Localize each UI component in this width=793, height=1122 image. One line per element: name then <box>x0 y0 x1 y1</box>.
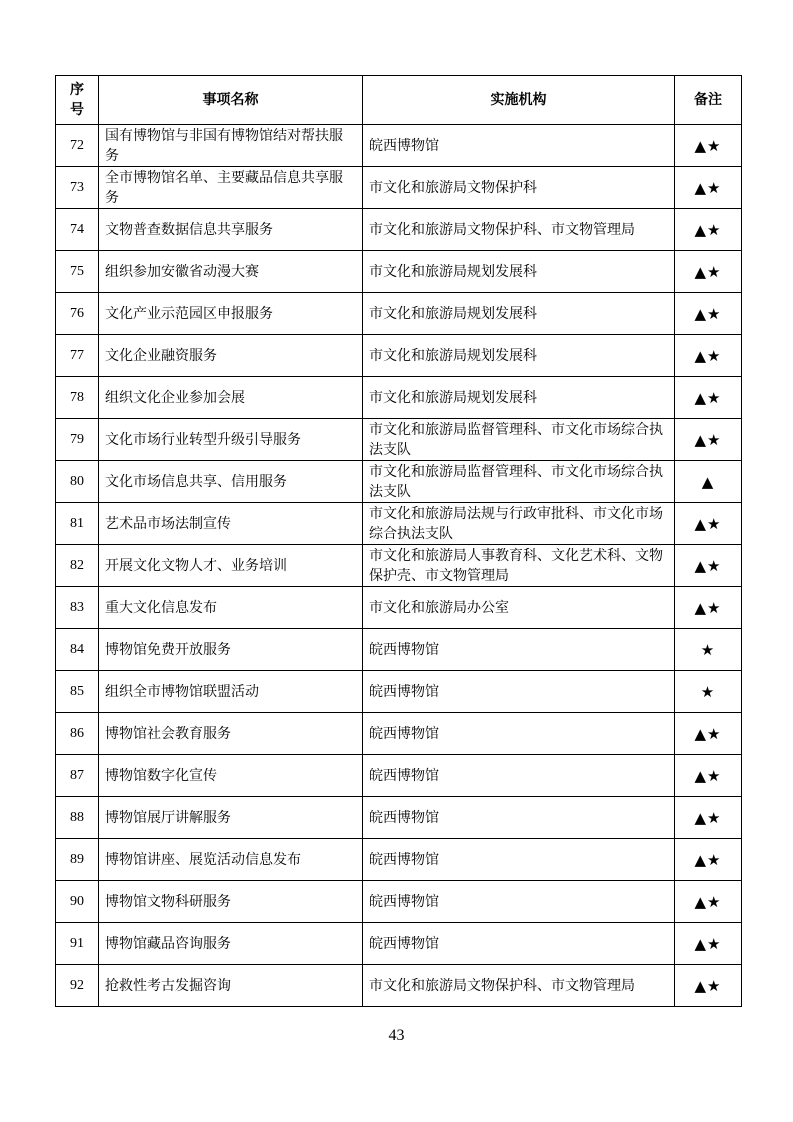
row-serial-number: 85 <box>56 671 99 713</box>
table-row <box>56 209 742 251</box>
table-row <box>56 713 742 755</box>
row-implementing-agency: 市文化和旅游局法规与行政审批科、市文化市场综合执法支队 <box>363 503 675 545</box>
row-implementing-agency: 市文化和旅游局文物保护科、市文物管理局 <box>363 965 675 1007</box>
row-serial-number: 87 <box>56 755 99 797</box>
table-row <box>56 503 742 545</box>
row-item-name: 组织全市博物馆联盟活动 <box>99 671 363 713</box>
row-item-name: 文化市场信息共享、信用服务 <box>99 461 363 503</box>
table-row <box>56 797 742 839</box>
row-implementing-agency: 皖西博物馆 <box>363 797 675 839</box>
row-remark-symbols: ▲★ <box>675 503 742 545</box>
table-body <box>56 125 742 1007</box>
table-row <box>56 755 742 797</box>
row-item-name: 博物馆免费开放服务 <box>99 629 363 671</box>
row-remark-symbols: ▲★ <box>675 797 742 839</box>
table-row <box>56 293 742 335</box>
row-implementing-agency: 皖西博物馆 <box>363 923 675 965</box>
table-row <box>56 671 742 713</box>
table-row <box>56 461 742 503</box>
row-serial-number: 79 <box>56 419 99 461</box>
row-serial-number: 75 <box>56 251 99 293</box>
row-implementing-agency: 皖西博物馆 <box>363 839 675 881</box>
row-remark-symbols: ▲★ <box>675 881 742 923</box>
row-implementing-agency: 皖西博物馆 <box>363 881 675 923</box>
row-remark-symbols: ▲★ <box>675 335 742 377</box>
row-remark-symbols: ▲★ <box>675 377 742 419</box>
row-item-name: 博物馆讲座、展览活动信息发布 <box>99 839 363 881</box>
row-remark-symbols: ▲★ <box>675 293 742 335</box>
header-serial-number-text: 序号 <box>70 82 84 118</box>
row-serial-number: 86 <box>56 713 99 755</box>
row-serial-number: 76 <box>56 293 99 335</box>
row-item-name: 艺术品市场法制宣传 <box>99 503 363 545</box>
row-remark-symbols: ▲★ <box>675 209 742 251</box>
row-item-name: 文化产业示范园区申报服务 <box>99 293 363 335</box>
table-row <box>56 125 742 167</box>
row-remark-symbols: ▲★ <box>675 839 742 881</box>
row-remark-symbols: ▲★ <box>675 587 742 629</box>
row-item-name: 博物馆文物科研服务 <box>99 881 363 923</box>
row-implementing-agency: 皖西博物馆 <box>363 629 675 671</box>
row-serial-number: 83 <box>56 587 99 629</box>
table-row <box>56 419 742 461</box>
table-row <box>56 881 742 923</box>
row-remark-symbols: ▲★ <box>675 965 742 1007</box>
row-remark-symbols: ★ <box>675 671 742 713</box>
row-implementing-agency: 皖西博物馆 <box>363 755 675 797</box>
row-implementing-agency: 市文化和旅游局文物保护科 <box>363 167 675 209</box>
table-row <box>56 335 742 377</box>
row-item-name: 抢救性考古发掘咨询 <box>99 965 363 1007</box>
row-serial-number: 88 <box>56 797 99 839</box>
row-implementing-agency: 市文化和旅游局监督管理科、市文化市场综合执法支队 <box>363 461 675 503</box>
row-remark-symbols: ▲ <box>675 461 742 503</box>
row-implementing-agency: 皖西博物馆 <box>363 671 675 713</box>
row-item-name: 文化企业融资服务 <box>99 335 363 377</box>
header-serial-number <box>56 76 99 125</box>
row-item-name: 博物馆展厅讲解服务 <box>99 797 363 839</box>
row-implementing-agency: 市文化和旅游局规划发展科 <box>363 293 675 335</box>
row-serial-number: 89 <box>56 839 99 881</box>
row-item-name: 博物馆社会教育服务 <box>99 713 363 755</box>
row-implementing-agency: 市文化和旅游局规划发展科 <box>363 335 675 377</box>
table-row <box>56 923 742 965</box>
row-serial-number: 82 <box>56 545 99 587</box>
header-remarks: 备注 <box>675 76 742 125</box>
row-implementing-agency: 市文化和旅游局监督管理科、市文化市场综合执法支队 <box>363 419 675 461</box>
service-table-container <box>55 75 741 1007</box>
row-item-name: 重大文化信息发布 <box>99 587 363 629</box>
service-items-table <box>55 75 742 1007</box>
row-item-name: 博物馆藏品咨询服务 <box>99 923 363 965</box>
row-item-name: 文化市场行业转型升级引导服务 <box>99 419 363 461</box>
row-serial-number: 78 <box>56 377 99 419</box>
row-implementing-agency: 皖西博物馆 <box>363 125 675 167</box>
row-implementing-agency: 市文化和旅游局人事教育科、文化艺术科、文物保护壳、市文物管理局 <box>363 545 675 587</box>
header-item-name: 事项名称 <box>99 76 363 125</box>
row-remark-symbols: ▲★ <box>675 545 742 587</box>
row-remark-symbols: ▲★ <box>675 419 742 461</box>
table-row <box>56 629 742 671</box>
row-item-name: 文物普查数据信息共享服务 <box>99 209 363 251</box>
table-row <box>56 839 742 881</box>
row-implementing-agency: 市文化和旅游局规划发展科 <box>363 251 675 293</box>
table-row <box>56 965 742 1007</box>
row-serial-number: 74 <box>56 209 99 251</box>
row-remark-symbols: ★ <box>675 629 742 671</box>
row-remark-symbols: ▲★ <box>675 125 742 167</box>
row-serial-number: 72 <box>56 125 99 167</box>
table-row <box>56 545 742 587</box>
table-row <box>56 251 742 293</box>
row-item-name: 组织参加安徽省动漫大赛 <box>99 251 363 293</box>
row-serial-number: 90 <box>56 881 99 923</box>
table-header-row <box>56 76 742 125</box>
row-remark-symbols: ▲★ <box>675 923 742 965</box>
row-implementing-agency: 市文化和旅游局规划发展科 <box>363 377 675 419</box>
header-implementing-agency: 实施机构 <box>363 76 675 125</box>
row-remark-symbols: ▲★ <box>675 251 742 293</box>
row-implementing-agency: 市文化和旅游局办公室 <box>363 587 675 629</box>
row-serial-number: 84 <box>56 629 99 671</box>
table-row <box>56 167 742 209</box>
row-serial-number: 91 <box>56 923 99 965</box>
row-item-name: 国有博物馆与非国有博物馆结对帮扶服务 <box>99 125 363 167</box>
table-row <box>56 587 742 629</box>
page-number: 43 <box>388 1027 405 1044</box>
row-serial-number: 92 <box>56 965 99 1007</box>
row-implementing-agency: 市文化和旅游局文物保护科、市文物管理局 <box>363 209 675 251</box>
row-serial-number: 80 <box>56 461 99 503</box>
row-serial-number: 77 <box>56 335 99 377</box>
row-remark-symbols: ▲★ <box>675 167 742 209</box>
row-item-name: 博物馆数字化宣传 <box>99 755 363 797</box>
row-item-name: 全市博物馆名单、主要藏品信息共享服务 <box>99 167 363 209</box>
row-implementing-agency: 皖西博物馆 <box>363 713 675 755</box>
row-remark-symbols: ▲★ <box>675 755 742 797</box>
row-item-name: 开展文化文物人才、业务培训 <box>99 545 363 587</box>
row-serial-number: 81 <box>56 503 99 545</box>
row-item-name: 组织文化企业参加会展 <box>99 377 363 419</box>
table-row <box>56 377 742 419</box>
row-serial-number: 73 <box>56 167 99 209</box>
row-remark-symbols: ▲★ <box>675 713 742 755</box>
